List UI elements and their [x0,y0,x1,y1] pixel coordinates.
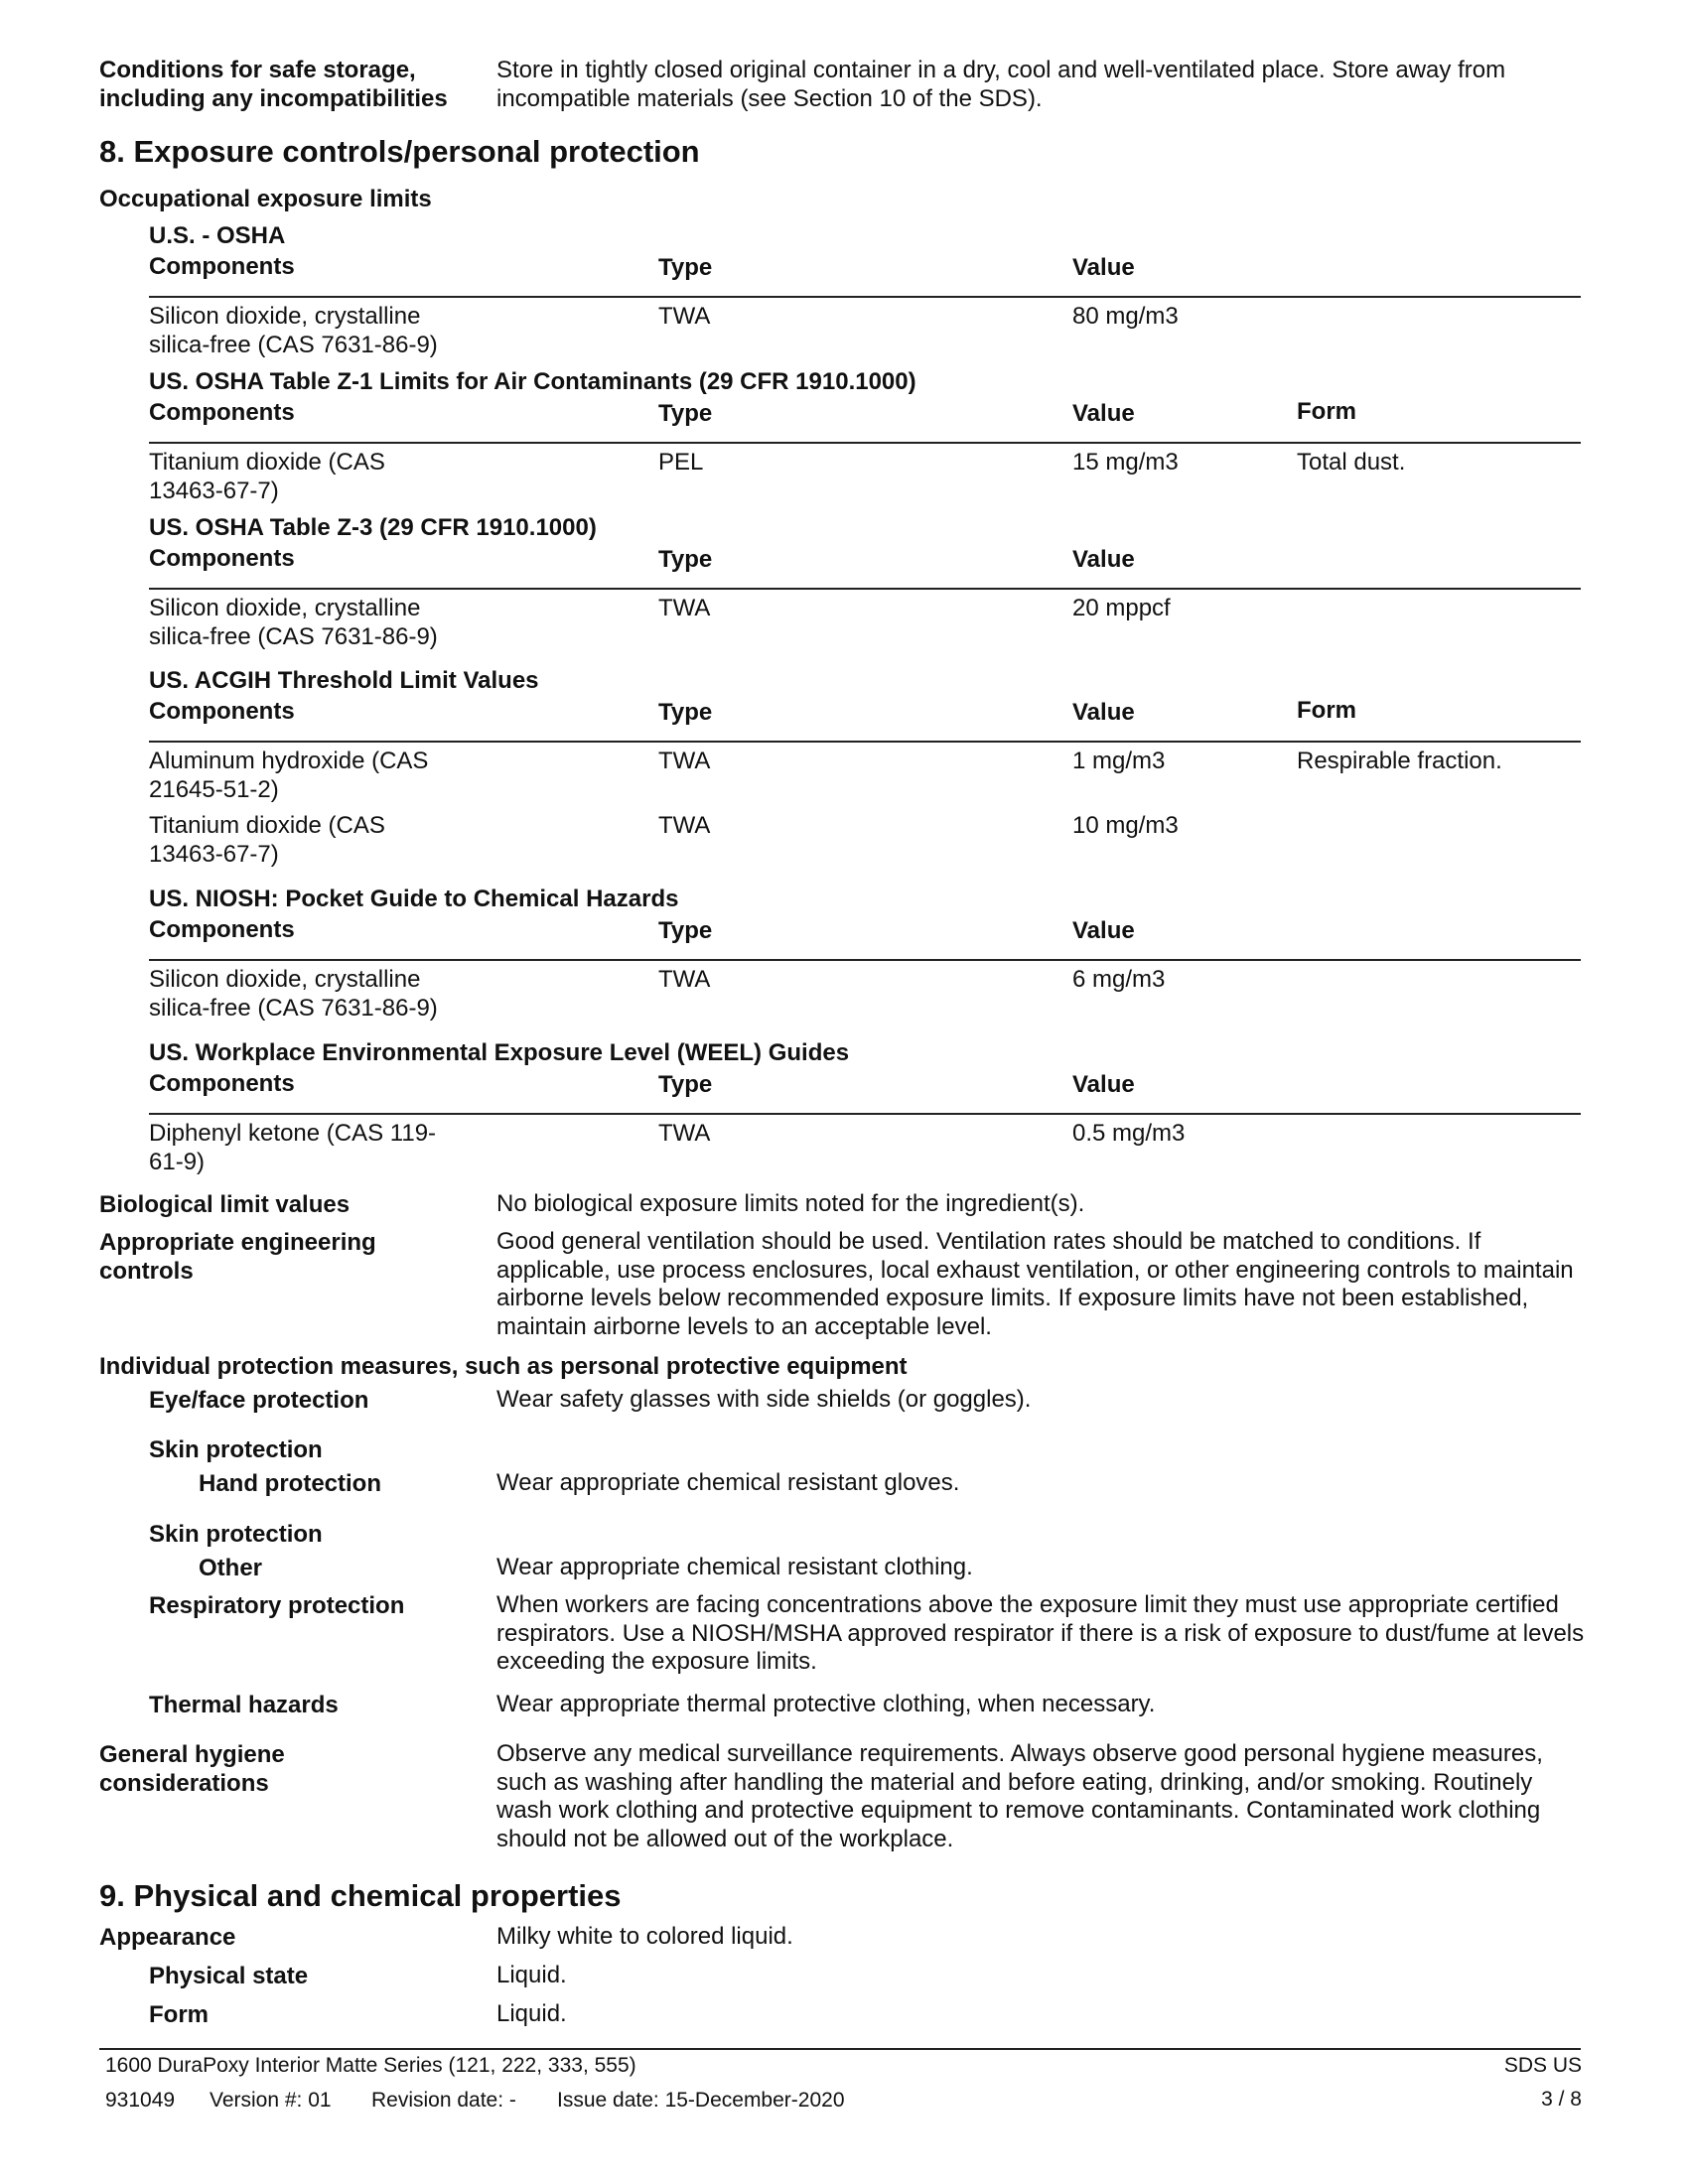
row-value: 6 mg/m3 [1072,966,1166,993]
appearance-text: Milky white to colored liquid. [496,1923,793,1950]
col-type: Type [658,400,713,427]
storage-label [99,57,477,113]
state-text: Liquid. [496,1962,567,1988]
ppe-heading: Individual protection measures, such as personal protective equipment [99,1353,908,1380]
skin-label: Skin protection [149,1521,323,1548]
table-row: Titanium dioxide (CAS 13463-67-7) [149,812,385,868]
col-components: Components [149,1070,295,1097]
row-form: Total dust. [1297,449,1406,476]
row-type: TWA [658,303,711,330]
col-type: Type [658,254,713,281]
col-type: Type [658,1071,713,1098]
row-type: TWA [658,1120,711,1147]
row-type: TWA [658,748,711,774]
table-row: Silicon dioxide, crystalline silica-free (CAS 7631-86-9) [149,966,438,1022]
table-rule [149,442,1581,444]
thermal-text: Wear appropriate thermal protective clothing, when necessary. [496,1691,1156,1717]
table-title: US. Workplace Environmental Exposure Level (WEEL) Guides [149,1039,850,1066]
hand-text: Wear appropriate chemical resistant gloves. [496,1469,960,1496]
form-text: Liquid. [496,2000,567,2027]
section-8-heading: 8. Exposure controls/personal protection [99,134,700,169]
col-components: Components [149,399,295,426]
row-value: 80 mg/m3 [1072,303,1179,330]
hand-label: Hand protection [199,1470,381,1497]
other-label: Other [199,1555,263,1581]
footer-doc-id: 931049 [105,2089,176,2112]
footer-page: 3 / 8 [1541,2088,1582,2111]
eye-label: Eye/face protection [149,1387,369,1414]
col-value: Value [1072,400,1135,427]
row-value: 15 mg/m3 [1072,449,1179,476]
footer-version: Version #: 01 [210,2089,332,2112]
storage-label-text: Conditions for safe storage, including any incompatibilities [99,57,448,112]
engineering-text: Good general ventilation should be used. Ventilation rates should be matched to conditions. If applicable, use process enclosures, local exhaust ventilation, or other engineering controls to maintain airborne levels below recommended exposure limits. If exposure limits have not been established, maintain airborne levels to an acceptable level. [496,1228,1574,1340]
col-value: Value [1072,254,1135,281]
eye-text: Wear safety glasses with side shields (or goggles). [496,1386,1032,1413]
col-components: Components [149,916,295,943]
col-form: Form [1297,398,1356,425]
table-title: US. ACGIH Threshold Limit Values [149,667,539,694]
table-rule [149,1113,1581,1115]
table-row: Titanium dioxide (CAS 13463-67-7) [149,449,385,504]
table-rule [149,588,1581,590]
resp-label: Respiratory protection [149,1592,405,1619]
col-components: Components [149,698,295,725]
biological-text: No biological exposure limits noted for the ingredient(s). [496,1190,1085,1217]
col-value: Value [1072,1071,1135,1098]
row-type: PEL [658,449,704,476]
oel-label: Occupational exposure limits [99,186,432,212]
other-text: Wear appropriate chemical resistant clothing. [496,1554,973,1580]
engineering-label: Appropriate engineering controls [99,1229,376,1285]
storage-text: Store in tightly closed original container in a dry, cool and well-ventilated place. Store away from incompatible materials (see Section 10 of the SDS). [496,57,1506,112]
row-form: Respirable fraction. [1297,748,1502,774]
col-type: Type [658,699,713,726]
col-type: Type [658,546,713,573]
resp-text: When workers are facing concentrations above the exposure limit they must use appropriate certified respirators. Use a NIOSH/MSHA approved respirator if there is a risk of exposure to dust/fume at levels exceeding the exposure limits. [496,1591,1585,1675]
row-type: TWA [658,595,711,621]
hygiene-text: Observe any medical surveillance requirements. Always observe good personal hygiene measures, such as washing after handling the material and before eating, drinking, and/or smoking. Routinely wash work clothing and protective equipment to remove contaminants. Contaminated work clothing should not be allowed out of the workplace. [496,1740,1543,1852]
footer-rule [99,2048,1581,2050]
table-rule [149,741,1581,743]
table-rule [149,296,1581,298]
footer-revision: Revision date: - [371,2089,516,2112]
col-value: Value [1072,917,1135,944]
row-value: 1 mg/m3 [1072,748,1166,774]
thermal-label: Thermal hazards [149,1692,339,1718]
row-value: 20 mppcf [1072,595,1171,621]
table-row: Silicon dioxide, crystalline silica-free (CAS 7631-86-9) [149,595,438,650]
hygiene-label: General hygiene considerations [99,1741,285,1797]
appearance-label: Appearance [99,1924,236,1951]
section-9-heading: 9. Physical and chemical properties [99,1878,622,1913]
col-value: Value [1072,699,1135,726]
footer-doc-type: SDS US [1503,2054,1582,2077]
table-row: Aluminum hydroxide (CAS 21645-51-2) [149,748,429,803]
table-title: U.S. - OSHA [149,222,286,249]
table-title: US. OSHA Table Z-3 (29 CFR 1910.1000) [149,514,597,541]
skin-label: Skin protection [149,1436,323,1463]
col-type: Type [658,917,713,944]
row-type: TWA [658,812,711,839]
footer-issue: Issue date: 15-December-2020 [557,2089,845,2112]
table-title: US. NIOSH: Pocket Guide to Chemical Hazards [149,886,679,912]
col-components: Components [149,545,295,572]
col-form: Form [1297,697,1356,724]
footer-product: 1600 DuraPoxy Interior Matte Series (121, 222, 333, 555) [105,2054,636,2077]
table-rule [149,959,1581,961]
row-value: 10 mg/m3 [1072,812,1179,839]
row-value: 0.5 mg/m3 [1072,1120,1186,1147]
table-title: US. OSHA Table Z-1 Limits for Air Contaminants (29 CFR 1910.1000) [149,368,916,395]
biological-label: Biological limit values [99,1191,351,1218]
form-label: Form [149,2001,209,2028]
col-components: Components [149,253,295,280]
col-value: Value [1072,546,1135,573]
state-label: Physical state [149,1963,309,1989]
row-type: TWA [658,966,711,993]
table-row: Diphenyl ketone (CAS 119-61-9) [149,1120,437,1175]
table-row: Silicon dioxide, crystalline silica-free (CAS 7631-86-9) [149,303,438,358]
